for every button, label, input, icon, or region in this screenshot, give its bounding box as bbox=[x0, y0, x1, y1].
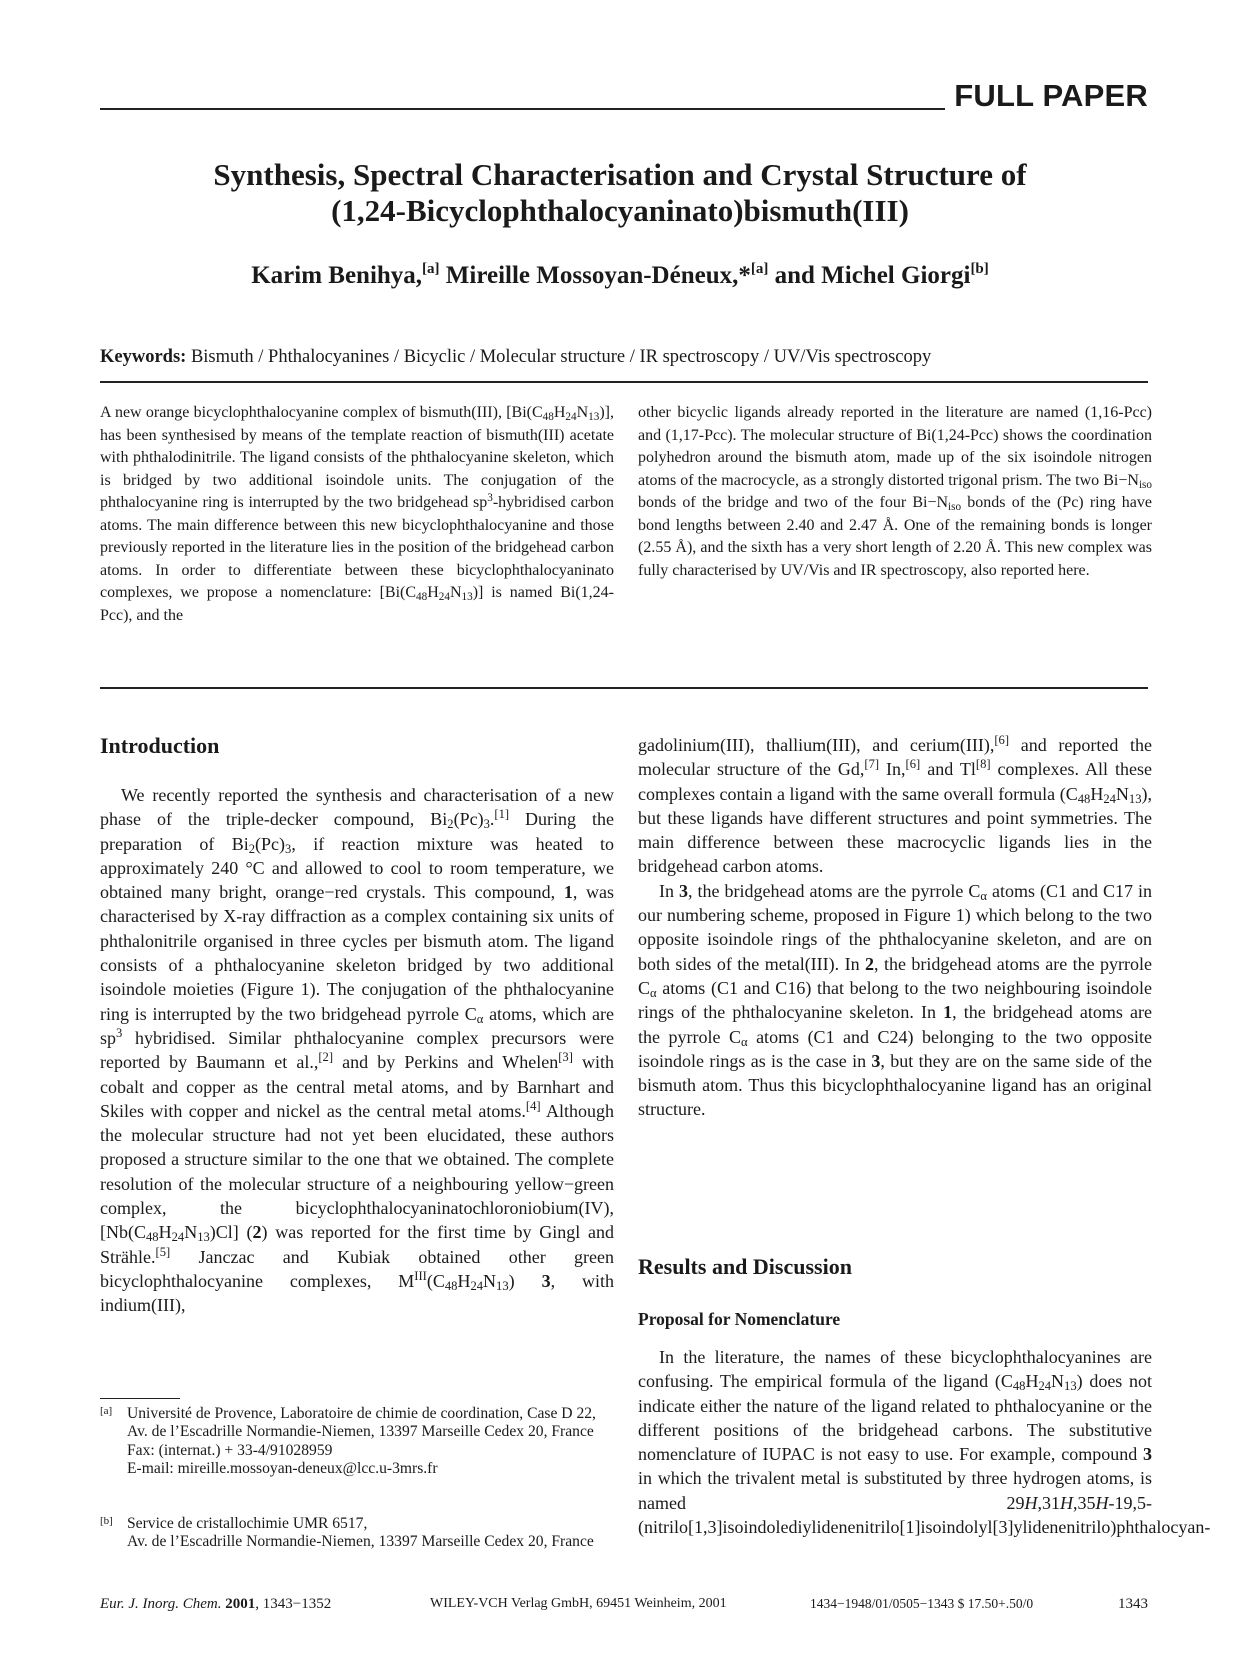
introduction-body-continued: gadolinium(III), thallium(III), and cerium(III),[6] and reported the molecular structure of the Gd,[7] In,[6] and Tl[8] complexes. All these complexes contain a ligand with the same overall formula $(C_{48}H_{24}N_{13})$, but these ligands have different structures and point symmetries. The main difference between these macrocyclic ligands lies in the bridgehead carbon atoms. In 3, the bridgehead atoms are the pyrrole $C_\alpha$ atoms (C1 and C17 in our numbering scheme, proposed in Figure 1) which belong to the two opposite isoindole rings of the phthalocyanine skeleton, and are on both sides of the metal(III). In 2, the bridgehead atoms are the pyrrole $C_\alpha$ atoms (C1 and C16) that belong to the two neighbouring isoindole rings of the phthalocyanine skeleton. In 1, the bridgehead atoms are the pyrrole $C_\alpha$ atoms (C1 and C24) belonging to the two opposite isoindole rings as is the case in 3, but they are on the same side of the bismuth atom. Thus this bicyclophthalocyanine ligand has an original structure. bbox=[638, 733, 1153, 1120]
footnote-email: E-mail: mireille.mossoyan-deneux@lcc.u-3mrs.fr bbox=[127, 1459, 438, 1477]
publisher: WILEY-VCH Verlag GmbH, 69451 Weinheim, 2001 bbox=[430, 1596, 727, 1611]
journal-pages: , 1343−1352 bbox=[255, 1596, 332, 1612]
footnote-rule bbox=[100, 1398, 180, 1399]
footnote-text: Av. de l’Escadrille Normandie-Niemen, 13397 Marseille Cedex 20, France bbox=[127, 1533, 594, 1551]
footnote-tag: [a] bbox=[100, 1405, 113, 1417]
footnote-text: Service de cristallochimie UMR 6517, bbox=[127, 1515, 368, 1532]
abstract-left: A new orange bicyclophthalocyanine complex of bismuth(III), $[Bi(C_{48}H_{24}N_{13})]$, has been synthesised by means of the template reaction of bismuth(III) acetate with phthalodinitrile. The ligand consists of the phthalocyanine skeleton, which is bridged by two additional isoindole units. The conjugation of the phthalocyanine ring is interrupted by the two bridgehead $sp^3$-hybridised carbon atoms. The main difference between this new bicyclophthalocyanine and those previously reported in the literature lies in the position of the bridgehead carbon atoms. In order to differentiate between these bicyclophthalocyaninato complexes, we propose a nomenclature: $[Bi(C_{48}H_{24}N_{13})]$ is named Bi(1,24-Pcc), and the bbox=[100, 404, 615, 624]
abstract-rule bbox=[100, 687, 1148, 689]
footnote-tag: [b] bbox=[100, 1515, 113, 1527]
page-number: 1343 bbox=[1118, 1596, 1148, 1612]
section-label: FULL PAPER bbox=[954, 78, 1148, 113]
footnote-b bbox=[100, 1515, 614, 1552]
keywords bbox=[100, 347, 931, 368]
keywords-text: Bismuth / Phthalocyanines / Bicyclic / Molecular structure / IR spectroscopy / UV/Vis spectroscopy bbox=[190, 347, 932, 367]
article-title bbox=[100, 157, 1140, 229]
author-affiliation: [a] bbox=[750, 261, 769, 277]
footnote-text: Av. de l’Escadrille Normandie-Niemen, 13397 Marseille Cedex 20, France bbox=[127, 1423, 594, 1441]
author-list bbox=[100, 262, 1140, 290]
keywords-label: Keywords: bbox=[100, 347, 187, 367]
author-name: and Michel Giorgi bbox=[774, 262, 971, 289]
subsection-heading-nomenclature: Proposal for Nomenclature bbox=[638, 1309, 841, 1329]
abstract-right: other bicyclic ligands already reported in the literature are named (1,16-Pcc) and (1,17-Pcc). The molecular structure of Bi(1,24-Pcc) shows the coordination polyhedron around the bismuth atom, made up of the six isoindole nitrogen atoms of the macrocycle, as a strongly distorted trigonal prism. The two $Bi-N_{iso}$ bonds of the bridge and two of the four $Bi-N_{iso}$ bonds of the (Pc) ring have bond lengths between 2.40 and 2.47 Å. One of the remaining bonds is longer (2.55 Å), and the sixth has a very short length of 2.20 Å. This new complex was fully characterised by UV/Vis and IR spectroscopy, also reported here. bbox=[638, 404, 1153, 579]
author-name: Karim Benihya, bbox=[251, 262, 423, 289]
footnote-text: Fax: (internat.) + 33-4/91028959 bbox=[127, 1441, 333, 1459]
section-heading-introduction: Introduction bbox=[100, 733, 220, 758]
keywords-rule bbox=[100, 381, 1148, 383]
journal-year: 2001 bbox=[225, 1596, 256, 1612]
introduction-body: We recently reported the synthesis and characterisation of a new phase of the triple-decker compound, $Bi_2(Pc)_3.[1]$ During the preparation of $Bi_2(Pc)_3$, if reaction mixture was heated to approximately 240 °C and allowed to cool to room temperature, we obtained many bright, orange−red crystals. This compound, 1, was characterised by X-ray diffraction as a complex containing six units of phthalonitrile organised in three cycles per bismuth atom. The ligand consists of a phthalocyanine skeleton bridged by two additional isoindole moieties (Figure 1). The conjugation of the phthalocyanine ring is interrupted by the two bridgehead pyrrole $C_\alpha$ atoms, which are $sp^3$ hybridised. Similar phthalocyanine complex precursors were reported by Baumann et al.,[2] and by Perkins and Whelen[3] with cobalt and copper as the central metal atoms, and by Barnhart and Skiles with copper and nickel as the central metal atoms.[4] Although the molecular structure had not yet been elucidated, these authors proposed a structure similar to the one that we obtained. The complete resolution of the molecular structure of a neighbouring yellow−green complex, the bicyclophthalocyaninatochloroniobium(IV), $[Nb(C_{48}H_{24}N_{13})Cl]$ (2) was reported for the first time by Gingl and Strähle.[5] Janczac and Kubiak obtained other green bicyclophthalocyanine complexes, $M^{III}(C_{48}H_{24}N_{13})$ 3, with indium(III), bbox=[100, 785, 614, 1316]
author-affiliation: [a] bbox=[422, 261, 440, 277]
title-line-1: Synthesis, Spectral Characterisation and Crystal Structure of bbox=[213, 157, 1027, 192]
footnote-text: Université de Provence, Laboratoire de chimie de coordination, Case D 22, bbox=[127, 1405, 596, 1422]
author-name: Mireille Mossoyan-Déneux,* bbox=[445, 262, 751, 289]
nomenclature-body: In the literature, the names of these bicyclophthalocyanines are confusing. The empirical formula of the ligand $(C_{48}H_{24}N_{13})$ does not indicate either the nature of the ligand related to phthalocyanine or the different positions of the bridgehead carbons. The substitutive nomenclature of IUPAC is not easy to use. For example, compound 3 in which the trivalent metal is substituted by three hydrogen atoms, is named 29H,31H,35H-19,5-(nitrilo[1,3]isoindolediylidenenitrilo[1]isoindolyl[3]ylidenenitrilo)phthalocyan- bbox=[638, 1347, 1211, 1538]
issn: 1434−1948/01/0505−1343 $ 17.50+.50/0 bbox=[810, 1596, 1034, 1611]
footer-citation bbox=[100, 1596, 331, 1613]
header-rule bbox=[100, 108, 945, 110]
title-line-2: (1,24-Bicyclophthalocyaninato)bismuth(III) bbox=[331, 193, 909, 228]
author-affiliation: [b] bbox=[970, 261, 989, 277]
section-heading-results: Results and Discussion bbox=[638, 1254, 852, 1279]
journal-name: Eur. J. Inorg. Chem. bbox=[100, 1596, 222, 1612]
footnote-a bbox=[100, 1405, 614, 1478]
